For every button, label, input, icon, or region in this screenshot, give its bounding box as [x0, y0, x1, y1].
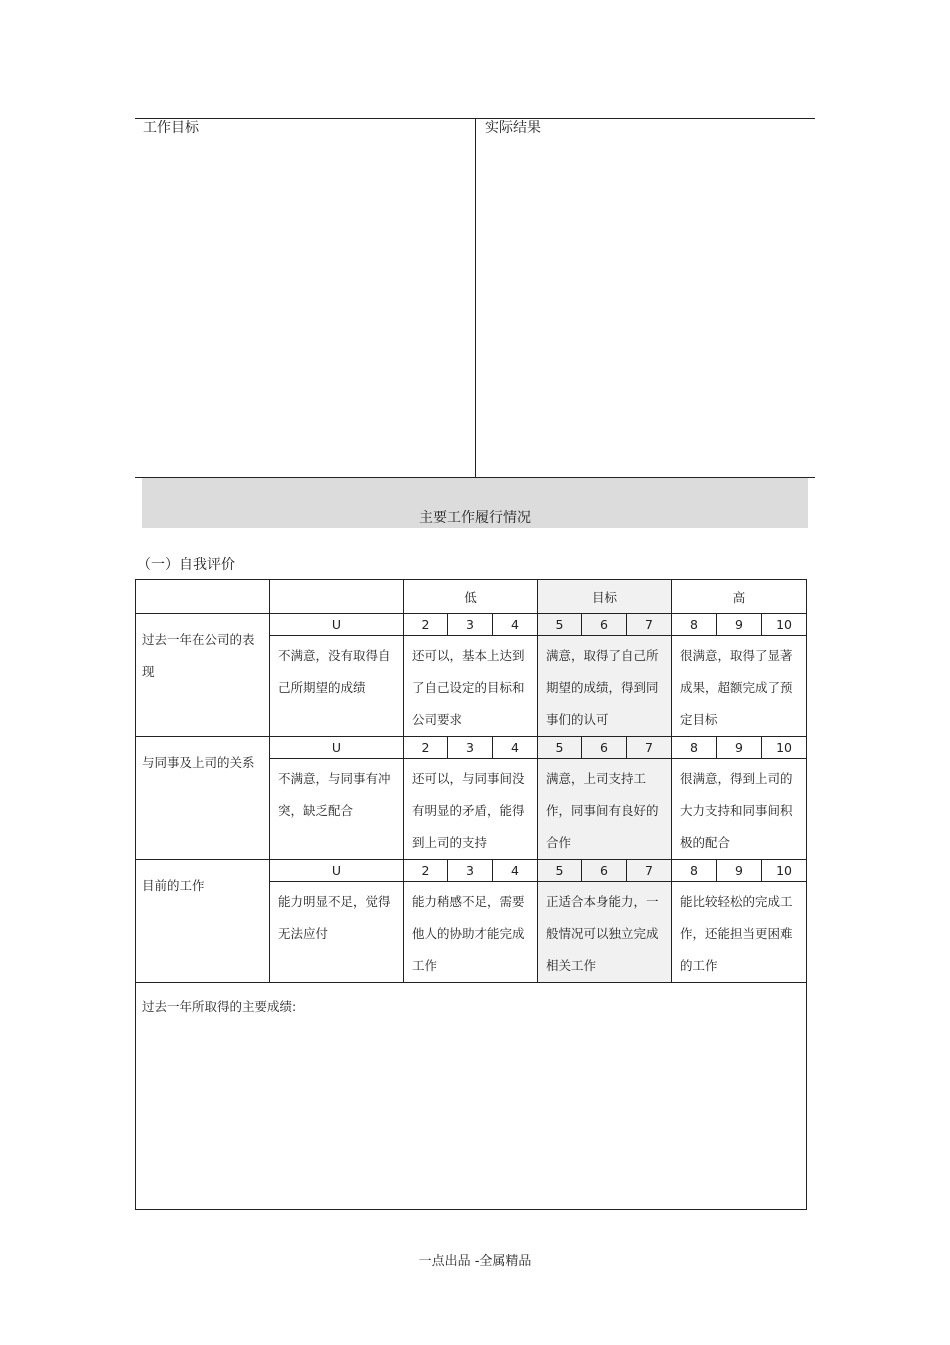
desc-cell: 能力稍感不足，需要他人的协助才能完成工作	[404, 882, 538, 983]
scale-cell[interactable]: U	[270, 860, 404, 882]
group-target: 目标	[538, 580, 672, 614]
desc-cell: 还可以，与同事间没有明显的矛盾，能得到上司的支持	[404, 759, 538, 860]
scale-cell[interactable]: U	[270, 614, 404, 636]
achievements-row	[136, 983, 807, 1210]
desc-cell: 正适合本身能力，一般情况可以独立完成相关工作	[538, 882, 672, 983]
scale-cell[interactable]: 10	[762, 860, 807, 882]
scale-cell[interactable]: 4	[493, 860, 538, 882]
section-banner	[142, 478, 808, 528]
group-low: 低	[404, 580, 538, 614]
scale-row	[136, 737, 807, 759]
blank-cell	[136, 580, 270, 614]
goals-divider	[475, 118, 476, 478]
scale-cell[interactable]: 3	[448, 614, 493, 636]
scale-cell[interactable]: 3	[448, 737, 493, 759]
row-label: 目前的工作	[136, 860, 270, 983]
scale-cell[interactable]: 6	[582, 614, 627, 636]
footer-text: 一点出品 -全属精品	[418, 1254, 532, 1269]
scale-cell[interactable]: 9	[717, 860, 762, 882]
desc-cell: 能力明显不足，觉得无法应付	[270, 882, 404, 983]
scale-cell[interactable]: 4	[493, 614, 538, 636]
scale-cell[interactable]: 5	[538, 737, 582, 759]
desc-cell: 不满意，与同事有冲突，缺乏配合	[270, 759, 404, 860]
scale-cell[interactable]: U	[270, 737, 404, 759]
scale-cell[interactable]: 5	[538, 614, 582, 636]
goals-header: 工作目标	[143, 120, 199, 136]
achievements-label: 过去一年所取得的主要成绩:	[142, 999, 297, 1014]
desc-cell: 很满意，得到上司的大力支持和同事间积极的配合	[672, 759, 807, 860]
scale-row	[136, 614, 807, 636]
desc-cell: 不满意，没有取得自己所期望的成绩	[270, 636, 404, 737]
self-eval-title: （一）自我评价	[137, 557, 235, 573]
scale-cell[interactable]: 9	[717, 614, 762, 636]
results-header: 实际结果	[485, 120, 541, 136]
scale-cell[interactable]: 6	[582, 737, 627, 759]
scale-cell[interactable]: 5	[538, 860, 582, 882]
scale-cell[interactable]: 8	[672, 737, 717, 759]
scale-row	[136, 860, 807, 882]
scale-cell[interactable]: 10	[762, 614, 807, 636]
desc-cell: 很满意，取得了显著成果，超额完成了预定目标	[672, 636, 807, 737]
scale-cell[interactable]: 7	[627, 860, 672, 882]
scale-cell[interactable]: 3	[448, 860, 493, 882]
scale-cell[interactable]: 2	[404, 860, 448, 882]
achievements-field[interactable]	[136, 983, 807, 1210]
scale-cell[interactable]: 9	[717, 737, 762, 759]
scale-cell[interactable]: 7	[627, 737, 672, 759]
scale-cell[interactable]: 7	[627, 614, 672, 636]
desc-cell: 能比较轻松的完成工作，还能担当更困难的工作	[672, 882, 807, 983]
scale-cell[interactable]: 6	[582, 860, 627, 882]
scale-cell[interactable]: 2	[404, 737, 448, 759]
self-eval-table	[135, 579, 807, 1210]
desc-cell: 满意，上司支持工作，同事间有良好的合作	[538, 759, 672, 860]
banner-title: 主要工作履行情况	[419, 510, 531, 526]
row-label: 过去一年在公司的表现	[136, 614, 270, 737]
desc-cell: 还可以，基本上达到了自己设定的目标和公司要求	[404, 636, 538, 737]
scale-cell[interactable]: 8	[672, 614, 717, 636]
scale-cell[interactable]: 4	[493, 737, 538, 759]
group-high: 高	[672, 580, 807, 614]
row-label: 与同事及上司的关系	[136, 737, 270, 860]
scale-cell[interactable]: 8	[672, 860, 717, 882]
scale-cell[interactable]: 10	[762, 737, 807, 759]
blank-cell	[270, 580, 404, 614]
group-header-row	[136, 580, 807, 614]
scale-cell[interactable]: 2	[404, 614, 448, 636]
desc-cell: 满意，取得了自己所期望的成绩，得到同事们的认可	[538, 636, 672, 737]
